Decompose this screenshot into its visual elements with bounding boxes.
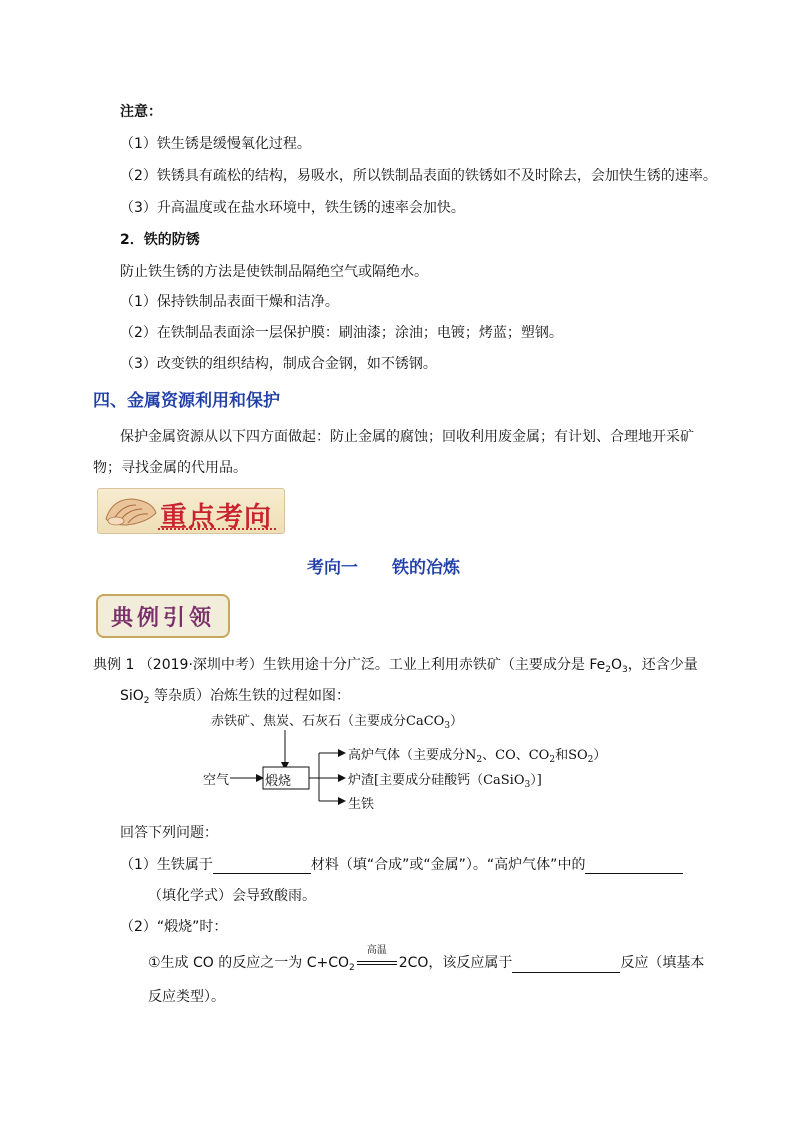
answer-blank-1[interactable] <box>213 859 311 874</box>
rust-prevention-item-3: （3）改变铁的组织结构，制成合金钢，如不锈钢。 <box>120 356 437 372</box>
section4-paragraph-line1: 保护金属资源从以下四方面做起：防止金属的腐蚀；回收利用废金属；有计划、合理地开采矿 <box>120 429 694 445</box>
note-item-3: （3）升高温度或在盐水环境中，铁生锈的速率会加快。 <box>120 200 465 216</box>
diagram-top-input: 赤铁矿、焦炭、石灰石（主要成分CaCO$_3$） <box>211 714 464 731</box>
question-1-line1: （1）生铁属于 材料（填“合成”或“金属”）。“高炉气体”中的 <box>120 854 683 874</box>
diagram-output-pig-iron: 生铁 <box>348 797 375 812</box>
example-question-line1: 典例 1 （2019·深圳中考）生铁用途十分广泛。工业上利用赤铁矿（主要成分是 $Fe_2O_3$，还含少量 <box>93 657 698 675</box>
example-banner-text: 典例引领 <box>110 605 215 631</box>
banner-underline <box>158 524 276 530</box>
answer-blank-3[interactable] <box>512 958 620 973</box>
key-points-banner <box>97 488 285 534</box>
question-2: （2）“煅烧”时： <box>120 919 228 935</box>
diagram-output-slag: 炉渣[主要成分硅酸钙（CaSiO$_3$）] <box>348 773 542 790</box>
rust-prevention-intro: 防止铁生锈的方法是使铁制品隔绝空气或隔绝水。 <box>120 264 428 280</box>
note-item-1: （1）铁生锈是缓慢氧化过程。 <box>120 136 311 152</box>
example-label: 典例 1 <box>93 657 135 673</box>
question-2-1-line1: ①生成 CO 的反应之一为 $C+CO_2$ 高温 2CO，该反应属于 反应（填基本 <box>148 945 705 973</box>
question-2-1-line2: 反应类型）。 <box>148 989 225 1005</box>
rust-prevention-heading: 2．铁的防锈 <box>120 232 200 248</box>
example-question-line2: SiO$_2$ 等杂质）冶炼生铁的过程如图： <box>120 688 350 706</box>
reaction-condition: 高温 <box>355 955 399 971</box>
example-banner <box>96 594 230 638</box>
diagram-box-label: 煅烧 <box>265 774 292 789</box>
seashell-icon <box>102 493 158 529</box>
note-item-2: （2）铁锈具有疏松的结构，易吸水，所以铁制品表面的铁锈如不及时除去，会加快生锈的速率。 <box>120 168 717 184</box>
notes-heading: 注意： <box>120 104 162 120</box>
rust-prevention-item-2: （2）在铁制品表面涂一层保护膜：刷油漆；涂油；电镀；烤蓝；塑钢。 <box>120 325 563 341</box>
section4-heading: 四、金属资源利用和保护 <box>93 391 280 411</box>
diagram-arrows <box>230 730 345 801</box>
example-text-part1: （2019·深圳中考）生铁用途十分广泛。工业上利用赤铁矿（主要成分是 Fe <box>138 657 606 673</box>
rust-prevention-item-1: （1）保持铁制品表面干燥和洁净。 <box>120 294 339 310</box>
diagram-output-gas: 高炉气体（主要成分$N_2$、CO、$CO_2$和$SO_2$） <box>348 748 607 765</box>
section4-paragraph-line2: 物；寻找金属的代用品。 <box>93 460 247 476</box>
question-1-line2: （填化学式）会导致酸雨。 <box>148 888 316 904</box>
diagram-air-label: 空气 <box>203 773 230 788</box>
key-points-banner-text: 重点考向 <box>160 502 272 533</box>
answer-blank-2[interactable] <box>585 859 683 874</box>
topic-title: 考向一 铁的冶炼 <box>307 558 460 578</box>
questions-prompt: 回答下列问题： <box>120 825 218 841</box>
